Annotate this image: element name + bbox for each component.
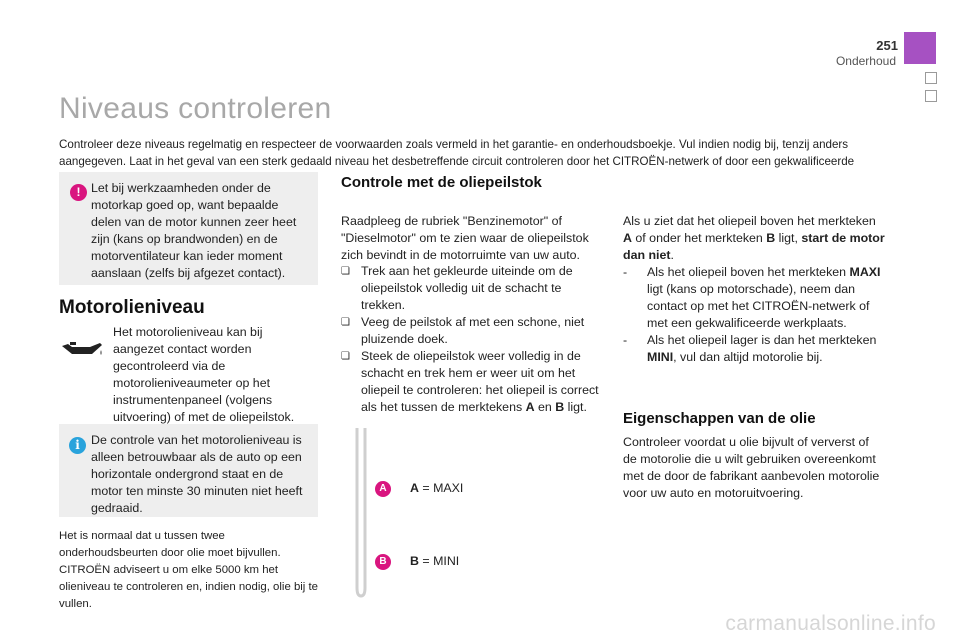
watermark: carmanualsonline.info: [725, 612, 936, 635]
dipstick-illustration: [354, 428, 368, 598]
mark-a-label: A = MAXI: [410, 481, 464, 495]
motorolie-heading: Motorolieniveau: [59, 297, 205, 318]
warning-text: Let bij werkzaamheden onder de motorkap goed op, want bepaalde delen van de motor kunnen zeer heet zijn (kans op brandwonden) en de motorventilateur kan ieder moment aanslaan (zelfs bij afgezet contact).: [91, 181, 297, 280]
list-item: - Als het oliepeil lager is dan het merkteken MINI, vul dan altijd motorolie bij.: [623, 333, 877, 364]
checkbox-icon: ❏: [341, 317, 350, 328]
oil-can-icon: [60, 338, 104, 362]
list-item: ❏ Steek de oliepeilstok weer volledig in de schacht en trek hem er weer uit om het oliepeil te controleren: het oliepeil is correct als het tussen de merktekens A en B ligt.: [341, 349, 599, 414]
peilstok-steps: [341, 263, 605, 416]
list-item: ❏ Trek aan het gekleurde uiteinde om de oliepeilstok volledig uit de schacht te trekken.: [341, 264, 573, 312]
page-number: 251: [876, 38, 898, 53]
mark-a-badge: A: [375, 481, 391, 497]
section-tab-marker: [904, 32, 936, 64]
peilstok-heading: Controle met de oliepeilstok: [341, 174, 542, 191]
section-tab-box: [925, 72, 937, 84]
level-warning-paragraph: Als u ziet dat het oliepeil boven het merkteken A of onder het merkteken B ligt, start de motor dan niet. - Als het oliepeil boven het merkteken MAXI ligt (kans op motorschade), neem dan contact op met het CITROËN-netwerk of met een gekwalificeerde werkplaats. - Als het oliepeil lager is dan het merkteken MINI, vul dan altijd motorolie bij.: [623, 214, 885, 364]
section-tab-box: [925, 90, 937, 102]
mark-b-label: B = MINI: [410, 554, 460, 568]
info-text: De controle van het motorolieniveau is alleen betrouwbaar als de auto op een horizontale ondergrond staat en de motor ten minste 30 minuten niet heeft gedraaid.: [91, 433, 303, 515]
oil-properties-heading: Eigenschappen van de olie: [623, 410, 816, 427]
oil-properties-text: Controleer voordat u olie bijvult of ververst of de motorolie die u wilt gebruiken overeenkomt met de door de fabrikant aanbevolen motorolie voor uw auto en motoruitvoering.: [623, 435, 880, 500]
list-item: ❏ Veeg de peilstok af met een schone, niet pluizende doek.: [341, 315, 585, 346]
info-icon: i: [69, 437, 86, 454]
intro-text: Controleer deze niveaus regelmatig en respecteer de voorwaarden zoals vermeld in het garantie- en onderhoudsboekje. Vul indien nodig bij, tenzij anders aangegeven. Laat in het geval van een sterk gedaald niveau het desbetreffende circuit controleren door het CITROËN-netwerk of door een gekwalificeerde: [59, 138, 855, 168]
section-title: Onderhoud: [835, 54, 896, 68]
motorolie-text: Het motorolieniveau kan bij aangezet contact worden gecontroleerd via de motorolieniveaumeter op het instrumentenpaneel (volgens uitvoering) of met de oliepeilstok.: [113, 325, 295, 424]
peilstok-intro: Raadpleeg de rubriek "Benzinemotor" of "Dieselmotor" om te zien waar de oliepeilstok zich bevindt in de motorruimte van uw auto.: [341, 214, 589, 262]
warning-exclamation-icon: !: [70, 184, 87, 201]
checkbox-icon: ❏: [341, 351, 350, 362]
mark-b-badge: B: [375, 554, 391, 570]
page-title: Niveaus controleren: [59, 92, 332, 125]
footnote-text: Het is normaal dat u tussen twee onderhoudsbeurten door olie moet bijvullen. CITROËN adviseert u om elke 5000 km het olieniveau te controleren en, indien nodig, olie bij te vullen.: [59, 530, 318, 610]
list-item: - Als het oliepeil boven het merkteken MAXI ligt (kans op motorschade), neem dan contact op met het CITROËN-netwerk of met een gekwalificeerde werkplaats.: [623, 265, 881, 330]
checkbox-icon: ❏: [341, 266, 350, 277]
